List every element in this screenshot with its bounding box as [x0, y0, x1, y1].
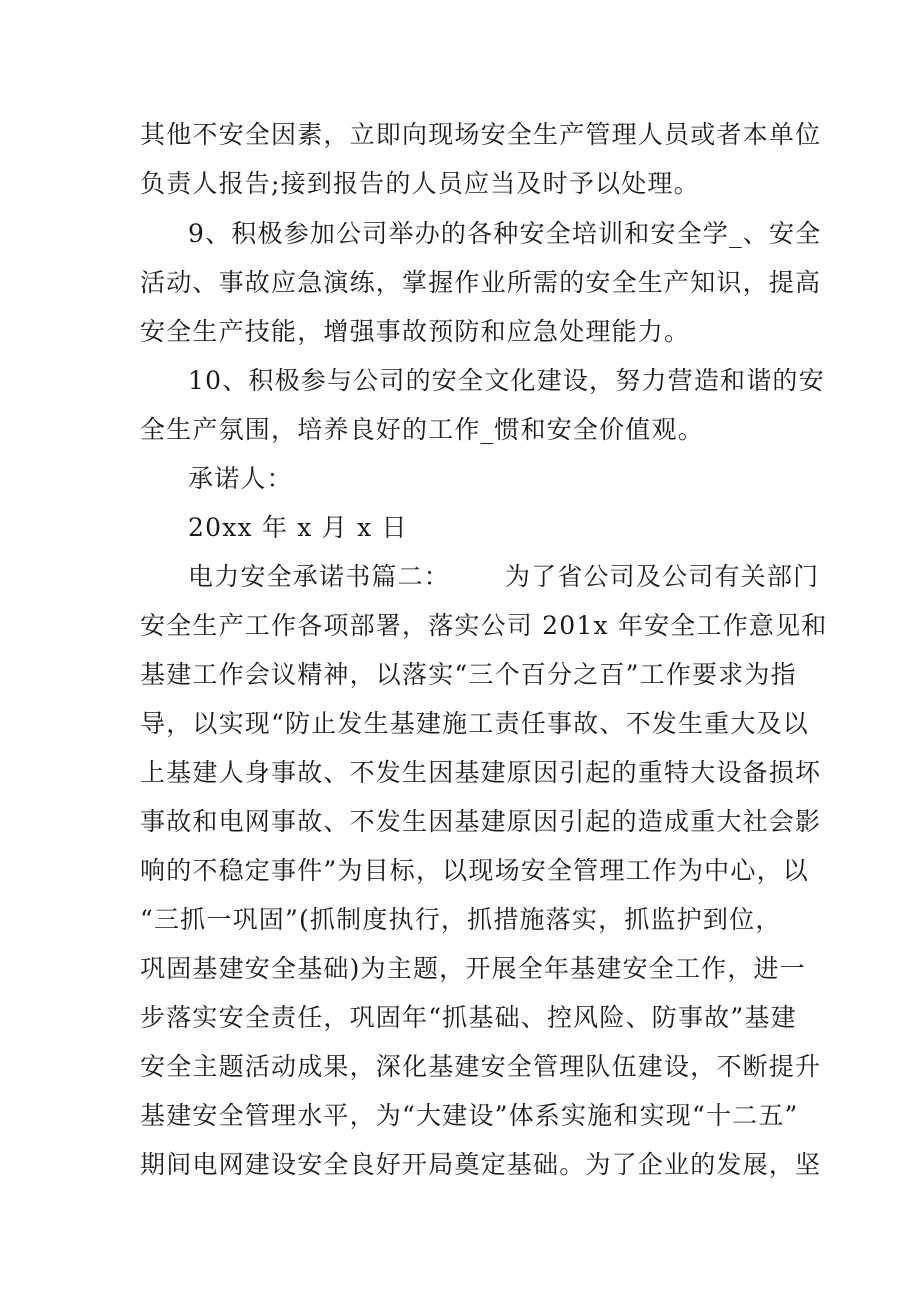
- text-line: 基建工作会议精神，以落实“三个百分之百”工作要求为指: [140, 660, 797, 689]
- text-line: 上基建人身事故、不发生因基建原因引起的重特大设备损坏: [140, 758, 822, 787]
- text-line: 安全生产技能，增强事故预防和应急处理能力。: [140, 317, 691, 346]
- text-line: 安全主题活动成果，深化基建安全管理队伍建设，不断提升: [140, 1052, 822, 1081]
- text-line: “三抓一巩固”(抓制度执行，抓措施落实，抓监护到位，: [140, 905, 782, 934]
- text-line: 巩固基建安全基础)为主题，开展全年基建安全工作，进一: [140, 954, 806, 983]
- text-line: 响的不稳定事件”为目标，以现场安全管理工作为中心，以: [140, 856, 809, 885]
- section-heading-line: 电力安全承诺书篇二： 为了省公司及公司有关部门: [188, 562, 820, 591]
- text-line: 10、积极参与公司的安全文化建设，努力营造和谐的安: [188, 366, 825, 395]
- text-line: 活动、事故应急演练，掌握作业所需的安全生产知识，提高: [140, 268, 822, 297]
- text-line: 全生产氛围，培养良好的工作_惯和安全价值观。: [140, 415, 704, 444]
- text-line: 安全生产工作各项部署，落实公司 201x 年安全工作意见和: [140, 611, 828, 640]
- text-line: 导，以实现“防止发生基建施工责任事故、不发生重大及以: [140, 709, 809, 738]
- signer-label: 承诺人：: [188, 464, 293, 493]
- text-line: 步落实安全责任，巩固年“抓基础、控风险、防事故”基建: [140, 1003, 797, 1032]
- text-line: 基建安全管理水平，为“大建设”体系实施和实现“十二五”: [140, 1101, 799, 1130]
- text-line: 其他不安全因素，立即向现场安全生产管理人员或者本单位: [140, 120, 822, 149]
- text-line: 9、积极参加公司举办的各种安全培训和安全学_、安全: [188, 219, 822, 248]
- text-line: 负责人报告;接到报告的人员应当及时予以处理。: [140, 169, 700, 198]
- text-line: 期间电网建设安全良好开局奠定基础。为了企业的发展，坚: [140, 1150, 822, 1179]
- date-line: 20xx 年 x 月 x 日: [188, 513, 408, 542]
- text-line: 事故和电网事故、不发生因基建原因引起的造成重大社会影: [140, 807, 822, 836]
